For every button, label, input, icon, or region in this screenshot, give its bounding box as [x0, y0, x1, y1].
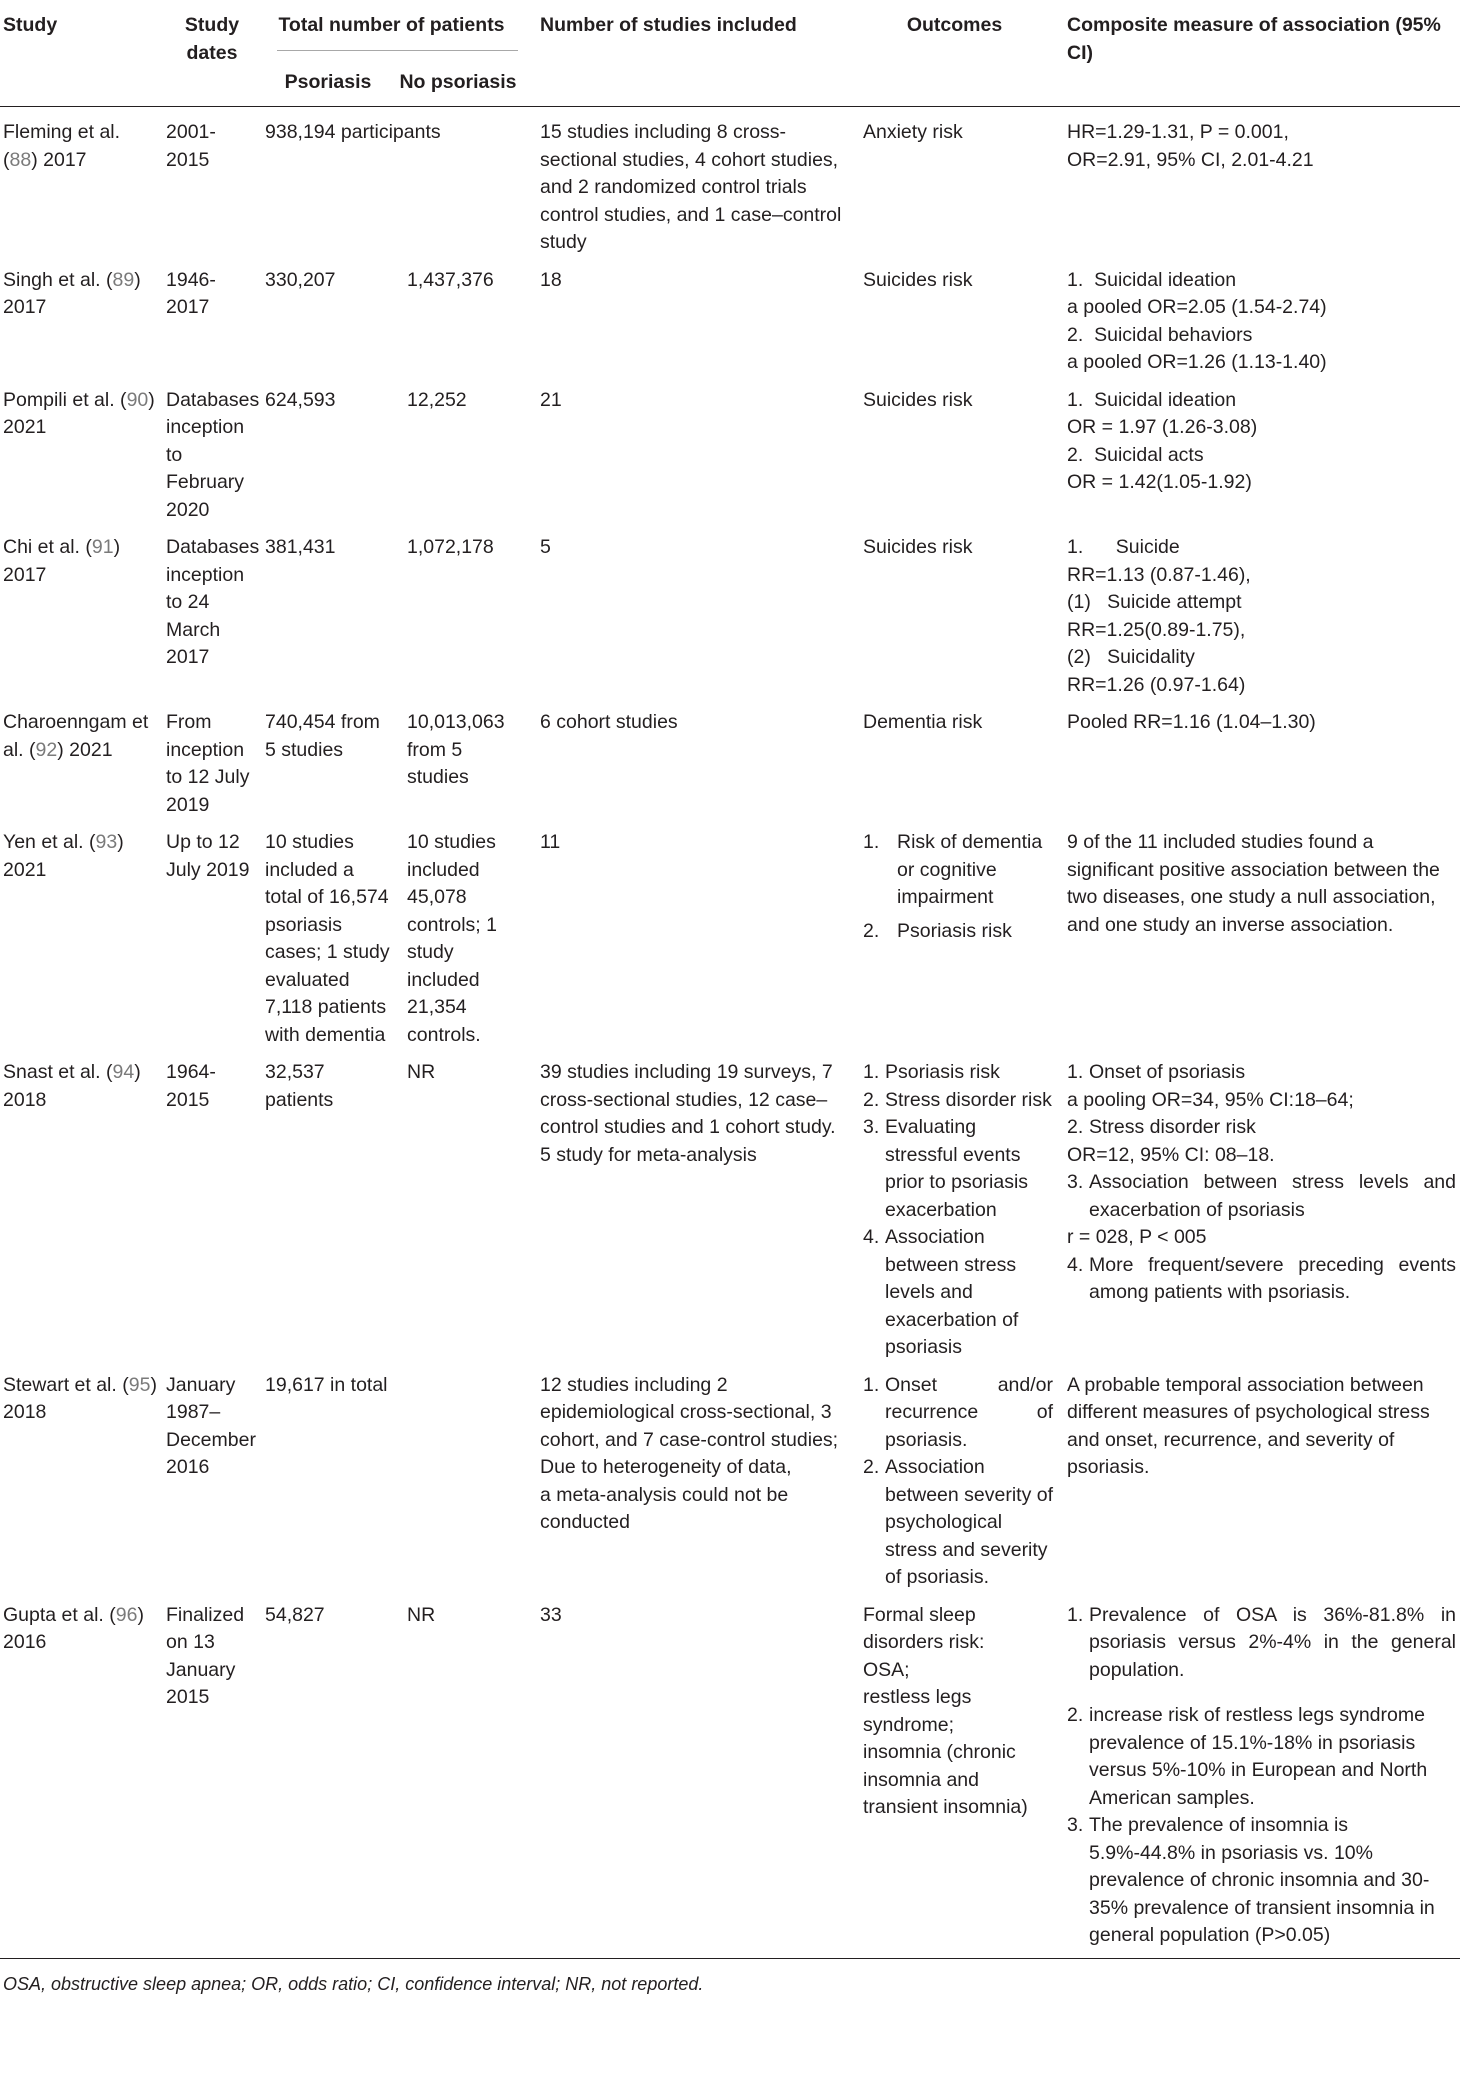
psoriasis-cell: 330,207	[265, 268, 336, 291]
outcomes-cell: 1. Onset and/or recurrence of psoriasis. 2. Association between severity of psychological stress and severity of psoriasis.	[863, 1373, 1054, 1588]
reference-link[interactable]: 95	[128, 1373, 151, 1396]
studies-cell: 11	[540, 831, 561, 853]
table-row	[0, 1592, 1460, 1959]
outcomes-cell: Anxiety risk	[863, 121, 963, 143]
measure-cell: Pooled RR=1.16 (1.04–1.30)	[1067, 711, 1316, 733]
psoriasis-cell: 10 studies included a total of 16,574 psoriasis cases; 1 study evaluated 7,118 patients with dementia	[265, 831, 390, 1046]
table-row	[0, 107, 1460, 257]
reference-link[interactable]: 89	[112, 268, 135, 291]
dates-cell: 1946-2017	[166, 268, 216, 318]
table-row	[0, 377, 1460, 525]
header-total-patients: Total number of patients	[262, 0, 522, 61]
psoriasis-cell: 32,537 patients	[265, 1061, 334, 1111]
study-cell: Pompili et al. (90) 2021	[3, 388, 155, 438]
no-psoriasis-cell: 12,252	[407, 388, 467, 411]
dates-cell: Finalized on 13 January 2015	[166, 1603, 245, 1708]
reference-link[interactable]: 93	[95, 831, 118, 853]
table-row	[0, 699, 1460, 819]
table-row	[0, 257, 1460, 377]
footnote-row	[0, 1958, 1460, 1998]
participants-cell: 938,194 participants	[265, 121, 441, 143]
reference-link[interactable]: 94	[112, 1061, 135, 1083]
table-row	[0, 1362, 1460, 1592]
reference-link[interactable]: 96	[115, 1603, 138, 1626]
studies-cell: 5	[540, 536, 551, 558]
study-cell: Chi et al. (91) 2017	[3, 536, 121, 586]
table-row	[0, 1049, 1460, 1362]
outcomes-cell: Dementia risk	[863, 711, 983, 733]
header-study: Study	[0, 0, 163, 107]
header-number-of-studies: Number of studies included	[522, 0, 853, 107]
measure-cell: HR=1.29-1.31, P = 0.001, OR=2.91, 95% CI, 2.01-4.21	[1067, 121, 1314, 171]
table-row	[0, 524, 1460, 699]
header-composite-measure: Composite measure of association (95% CI)	[1057, 0, 1460, 107]
measure-cell: 1. Onset of psoriasis a pooling OR=34, 95% CI:18–64; 2. Stress disorder risk OR=12, 95% CI: 08–18. 3. Association between stress levels and exacerbation of psoriasis r = 028, P < 005 4. More frequent/severe preceding events among patients with psoriasis.	[1067, 1061, 1456, 1303]
no-psoriasis-cell: 1,437,376	[407, 268, 494, 291]
study-cell: Charoenngam et al. (92) 2021	[3, 711, 149, 761]
psoriasis-cell: 54,827	[265, 1603, 325, 1626]
dates-cell: January 1987–December 2016	[166, 1373, 256, 1478]
dates-cell: 2001-2015	[166, 121, 216, 171]
measure-cell: 1. Suicidal ideation a pooled OR=2.05 (1.54-2.74) 2. Suicidal behaviors a pooled OR=1.26 (1.13-1.40)	[1067, 268, 1327, 373]
no-psoriasis-cell: NR	[407, 1061, 436, 1083]
measure-cell: 1. Suicide RR=1.13 (0.87-1.46), (1) Suicide attempt RR=1.25(0.89-1.75), (2) Suicidality RR=1.26 (0.97-1.64)	[1067, 536, 1251, 696]
no-psoriasis-cell: 10,013,063 from 5 studies	[407, 711, 505, 788]
no-psoriasis-cell: 1,072,178	[407, 536, 494, 558]
reference-link[interactable]: 88	[9, 148, 32, 171]
no-psoriasis-cell: NR	[407, 1603, 436, 1626]
dates-cell: 1964-2015	[166, 1061, 216, 1111]
psoriasis-cell: 381,431	[265, 536, 336, 558]
table-row	[0, 819, 1460, 1049]
footnote: OSA, obstructive sleep apnea; OR, odds ratio; CI, confidence interval; NR, not reported.	[0, 1958, 1460, 1998]
outcomes-cell: 1. Risk of dementia or cognitive impairment 2. Psoriasis risk	[863, 831, 1043, 942]
measure-cell: A probable temporal association between different measures of psychological stress and onset, recurrence, and severity of psoriasis.	[1067, 1373, 1430, 1478]
header-group-rule	[277, 40, 518, 51]
dates-cell: From inception to 12 July 2019	[166, 711, 250, 816]
dates-cell: Databases inception to 24 March 2017	[166, 536, 260, 668]
outcomes-cell: Formal sleep disorders risk: OSA; restless legs syndrome; insomnia (chronic insomnia and transient insomnia)	[863, 1603, 1028, 1818]
no-psoriasis-cell: 10 studies included 45,078 controls; 1 study included 21,354 controls.	[407, 831, 497, 1046]
dates-cell: Up to 12 July 2019	[166, 831, 250, 881]
header-no-psoriasis: No psoriasis	[395, 61, 522, 107]
reference-link[interactable]: 92	[35, 738, 58, 761]
outcomes-cell: Suicides risk	[863, 268, 973, 291]
reference-link[interactable]: 91	[91, 536, 114, 558]
reference-link[interactable]: 90	[126, 388, 149, 411]
header-psoriasis: Psoriasis	[262, 61, 395, 107]
study-cell: Snast et al. (94) 2018	[3, 1061, 141, 1111]
header-study-dates: Study dates	[163, 0, 262, 107]
dates-cell: Databases inception to February 2020	[166, 388, 260, 521]
study-cell: Fleming et al. (88) 2017	[3, 121, 121, 171]
studies-cell: 15 studies including 8 cross-sectional studies, 4 cohort studies, and 2 randomized control trials control studies, and 1 case–control study	[540, 121, 842, 253]
measure-cell: 1. Suicidal ideation OR = 1.97 (1.26-3.08) 2. Suicidal acts OR = 1.42(1.05-1.92)	[1067, 388, 1258, 493]
studies-cell: 39 studies including 19 surveys, 7 cross-sectional studies, 12 case–control studies and 1 cohort study. 5 study for meta-analysis	[540, 1061, 836, 1166]
measure-cell: 9 of the 11 included studies found a significant positive association between the two diseases, one study a null association, and one study an inverse association.	[1067, 831, 1440, 936]
studies-cell: 21	[540, 388, 562, 411]
psoriasis-cell: 624,593	[265, 388, 336, 411]
psoriasis-cell: 740,454 from 5 studies	[265, 711, 380, 761]
outcomes-cell: Suicides risk	[863, 388, 973, 411]
studies-cell: 12 studies including 2 epidemiological cross-sectional, 3 cohort, and 7 case-control studies; Due to heterogeneity of data, a meta-analysis could not be conducted	[540, 1373, 839, 1533]
study-cell: Gupta et al. (96) 2016	[3, 1603, 144, 1653]
studies-cell: 6 cohort studies	[540, 711, 678, 733]
studies-cell: 18	[540, 268, 562, 291]
outcomes-cell: Suicides risk	[863, 536, 973, 558]
participants-cell: 19,617 in total	[265, 1373, 388, 1396]
measure-cell: 1. Prevalence of OSA is 36%-81.8% in psoriasis versus 2%-4% in the general population. 2. increase risk of restless legs syndrome prevalence of 15.1%-18% in psoriasis versus 5%-10% in European and North American samples. 3. The prevalence of insomnia is 5.9%-44.8% in psoriasis vs. 10% prevalence of chronic insomnia and 30-35% prevalence of transient insomnia in general population (P>0.05)	[1067, 1603, 1456, 1946]
study-cell: Stewart et al. (95) 2018	[3, 1373, 157, 1423]
study-cell: Yen et al. (93) 2021	[3, 831, 124, 881]
studies-cell: 33	[540, 1603, 562, 1626]
outcomes-cell: 1. Psoriasis risk 2. Stress disorder risk 3. Evaluating stressful events prior to psoriasis exacerbation 4. Association between stress levels and exacerbation of psoriasis	[863, 1061, 1052, 1358]
study-cell: Singh et al. (89) 2017	[3, 268, 141, 318]
header-outcomes: Outcomes	[853, 0, 1057, 107]
